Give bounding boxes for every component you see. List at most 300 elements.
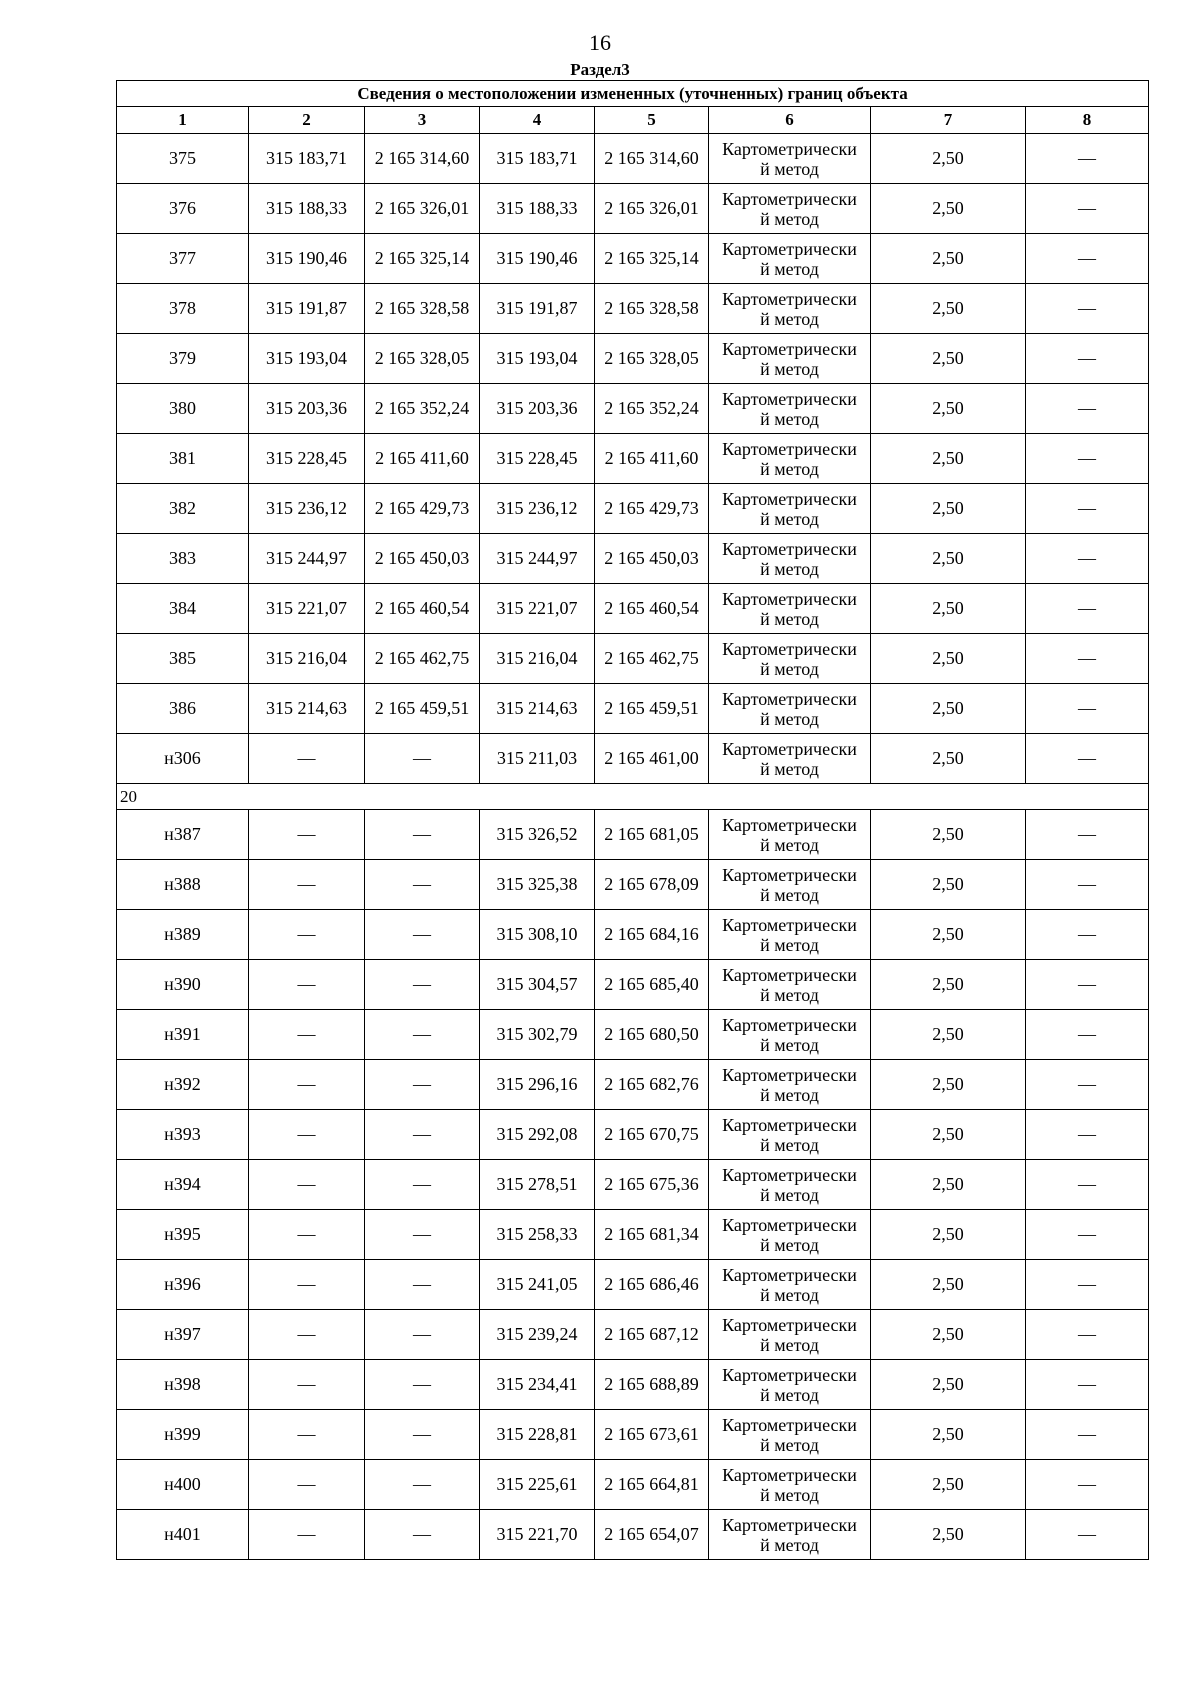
column-header: 7 — [871, 107, 1026, 134]
method-cell — [709, 484, 871, 534]
refined-x-cell: 315 211,03 — [480, 734, 595, 784]
refined-x-cell: 315 292,08 — [480, 1110, 595, 1160]
existing-y-cell: — — [365, 910, 480, 960]
accuracy-cell: 2,50 — [871, 1160, 1026, 1210]
point-number-cell: 376 — [117, 184, 249, 234]
description-cell: — — [1026, 1160, 1149, 1210]
accuracy-cell: 2,50 — [871, 284, 1026, 334]
method-text-line1: Картометрически — [722, 338, 857, 359]
table-row — [117, 584, 1149, 634]
refined-x-cell: 315 228,45 — [480, 434, 595, 484]
refined-y-cell: 2 165 687,12 — [595, 1310, 709, 1360]
description-cell: — — [1026, 1060, 1149, 1110]
accuracy-cell: 2,50 — [871, 1310, 1026, 1360]
existing-x-cell: — — [249, 810, 365, 860]
refined-y-cell: 2 165 680,50 — [595, 1010, 709, 1060]
method-cell — [709, 910, 871, 960]
accuracy-cell: 2,50 — [871, 810, 1026, 860]
description-cell: — — [1026, 1360, 1149, 1410]
point-number-cell: 377 — [117, 234, 249, 284]
refined-y-cell: 2 165 654,07 — [595, 1510, 709, 1560]
existing-x-cell: — — [249, 1210, 365, 1260]
refined-y-cell: 2 165 685,40 — [595, 960, 709, 1010]
description-cell: — — [1026, 284, 1149, 334]
existing-x-cell: 315 203,36 — [249, 384, 365, 434]
accuracy-cell: 2,50 — [871, 434, 1026, 484]
method-cell — [709, 284, 871, 334]
point-number-cell: н399 — [117, 1410, 249, 1460]
existing-y-cell: 2 165 328,05 — [365, 334, 480, 384]
accuracy-cell: 2,50 — [871, 234, 1026, 284]
refined-y-cell: 2 165 678,09 — [595, 860, 709, 910]
point-number-cell: н398 — [117, 1360, 249, 1410]
refined-x-cell: 315 216,04 — [480, 634, 595, 684]
refined-x-cell: 315 203,36 — [480, 384, 595, 434]
existing-y-cell: — — [365, 1210, 480, 1260]
method-cell — [709, 384, 871, 434]
table-row — [117, 234, 1149, 284]
table-row — [117, 684, 1149, 734]
refined-x-cell: 315 239,24 — [480, 1310, 595, 1360]
refined-x-cell: 315 183,71 — [480, 134, 595, 184]
refined-x-cell: 315 325,38 — [480, 860, 595, 910]
refined-x-cell: 315 228,81 — [480, 1410, 595, 1460]
point-number-cell: 383 — [117, 534, 249, 584]
table-row — [117, 134, 1149, 184]
accuracy-cell: 2,50 — [871, 1460, 1026, 1510]
description-cell: — — [1026, 584, 1149, 634]
accuracy-cell: 2,50 — [871, 960, 1026, 1010]
refined-x-cell: 315 214,63 — [480, 684, 595, 734]
existing-y-cell: — — [365, 1510, 480, 1560]
refined-x-cell: 315 225,61 — [480, 1460, 595, 1510]
method-text-line2: й метод — [760, 1384, 819, 1405]
table-caption: Сведения о местоположении измененных (уточненных) границ объекта — [117, 81, 1149, 107]
point-number-cell: н387 — [117, 810, 249, 860]
method-text-line1: Картометрически — [722, 914, 857, 935]
method-text-line2: й метод — [760, 608, 819, 629]
refined-x-cell: 315 193,04 — [480, 334, 595, 384]
table-row — [117, 484, 1149, 534]
refined-x-cell: 315 234,41 — [480, 1360, 595, 1410]
table-row — [117, 534, 1149, 584]
table-row — [117, 1160, 1149, 1210]
method-text-line1: Картометрически — [722, 188, 857, 209]
existing-x-cell: 315 193,04 — [249, 334, 365, 384]
method-text-line2: й метод — [760, 258, 819, 279]
column-header: 1 — [117, 107, 249, 134]
existing-y-cell: — — [365, 1110, 480, 1160]
method-text-line2: й метод — [760, 984, 819, 1005]
description-cell: — — [1026, 1260, 1149, 1310]
existing-x-cell: — — [249, 1260, 365, 1310]
refined-x-cell: 315 308,10 — [480, 910, 595, 960]
point-number-cell: н396 — [117, 1260, 249, 1310]
table-row — [117, 1260, 1149, 1310]
point-number-cell: н394 — [117, 1160, 249, 1210]
method-cell — [709, 1110, 871, 1160]
table-row — [117, 634, 1149, 684]
table-row — [117, 1110, 1149, 1160]
description-cell: — — [1026, 1310, 1149, 1360]
method-cell — [709, 1210, 871, 1260]
point-number-cell: 375 — [117, 134, 249, 184]
point-number-cell: 380 — [117, 384, 249, 434]
existing-x-cell: — — [249, 860, 365, 910]
existing-x-cell: 315 183,71 — [249, 134, 365, 184]
accuracy-cell: 2,50 — [871, 734, 1026, 784]
accuracy-cell: 2,50 — [871, 584, 1026, 634]
description-cell: — — [1026, 534, 1149, 584]
method-text-line1: Картометрически — [722, 738, 857, 759]
existing-y-cell: 2 165 460,54 — [365, 584, 480, 634]
existing-y-cell: — — [365, 1060, 480, 1110]
refined-y-cell: 2 165 673,61 — [595, 1410, 709, 1460]
description-cell: — — [1026, 734, 1149, 784]
existing-x-cell: 315 214,63 — [249, 684, 365, 734]
description-cell: — — [1026, 1210, 1149, 1260]
method-text-line2: й метод — [760, 1234, 819, 1255]
point-number-cell: 385 — [117, 634, 249, 684]
refined-x-cell: 315 221,07 — [480, 584, 595, 634]
table-row — [117, 434, 1149, 484]
method-text-line1: Картометрически — [722, 864, 857, 885]
method-text-line2: й метод — [760, 708, 819, 729]
refined-y-cell: 2 165 314,60 — [595, 134, 709, 184]
accuracy-cell: 2,50 — [871, 1360, 1026, 1410]
method-text-line1: Картометрически — [722, 138, 857, 159]
method-text-line1: Картометрически — [722, 1514, 857, 1535]
table-row — [117, 384, 1149, 434]
method-text-line2: й метод — [760, 758, 819, 779]
table-caption-row — [117, 81, 1149, 107]
refined-y-cell: 2 165 686,46 — [595, 1260, 709, 1310]
group-row — [117, 784, 1149, 810]
accuracy-cell: 2,50 — [871, 1210, 1026, 1260]
accuracy-cell: 2,50 — [871, 1410, 1026, 1460]
method-cell — [709, 1060, 871, 1110]
table-row — [117, 960, 1149, 1010]
method-text-line2: й метод — [760, 1184, 819, 1205]
method-text-line2: й метод — [760, 358, 819, 379]
method-text-line2: й метод — [760, 1484, 819, 1505]
existing-y-cell: 2 165 314,60 — [365, 134, 480, 184]
point-number-cell: н393 — [117, 1110, 249, 1160]
method-text-line1: Картометрически — [722, 388, 857, 409]
method-cell — [709, 134, 871, 184]
method-text-line2: й метод — [760, 1434, 819, 1455]
existing-y-cell: — — [365, 1410, 480, 1460]
existing-x-cell: — — [249, 1360, 365, 1410]
existing-x-cell: — — [249, 1460, 365, 1510]
accuracy-cell: 2,50 — [871, 134, 1026, 184]
point-number-cell: 378 — [117, 284, 249, 334]
existing-y-cell: — — [365, 860, 480, 910]
method-cell — [709, 684, 871, 734]
method-cell — [709, 1260, 871, 1310]
refined-y-cell: 2 165 459,51 — [595, 684, 709, 734]
method-cell — [709, 1310, 871, 1360]
point-number-cell: 386 — [117, 684, 249, 734]
existing-y-cell: — — [365, 1010, 480, 1060]
accuracy-cell: 2,50 — [871, 1110, 1026, 1160]
method-cell — [709, 184, 871, 234]
existing-x-cell: — — [249, 734, 365, 784]
refined-y-cell: 2 165 460,54 — [595, 584, 709, 634]
method-text-line1: Картометрически — [722, 1264, 857, 1285]
method-cell — [709, 584, 871, 634]
method-text-line2: й метод — [760, 558, 819, 579]
point-number-cell: н397 — [117, 1310, 249, 1360]
column-header: 3 — [365, 107, 480, 134]
refined-y-cell: 2 165 684,16 — [595, 910, 709, 960]
table-row — [117, 1210, 1149, 1260]
method-text-line1: Картометрически — [722, 1414, 857, 1435]
method-cell — [709, 1360, 871, 1410]
method-text-line1: Картометрически — [722, 638, 857, 659]
refined-y-cell: 2 165 326,01 — [595, 184, 709, 234]
method-cell — [709, 434, 871, 484]
existing-y-cell: — — [365, 810, 480, 860]
column-header: 8 — [1026, 107, 1149, 134]
accuracy-cell: 2,50 — [871, 184, 1026, 234]
existing-y-cell: — — [365, 960, 480, 1010]
refined-y-cell: 2 165 681,34 — [595, 1210, 709, 1260]
method-text-line1: Картометрически — [722, 688, 857, 709]
table-row — [117, 810, 1149, 860]
refined-y-cell: 2 165 461,00 — [595, 734, 709, 784]
table-row — [117, 1060, 1149, 1110]
method-cell — [709, 860, 871, 910]
method-text-line2: й метод — [760, 158, 819, 179]
existing-y-cell: 2 165 326,01 — [365, 184, 480, 234]
refined-y-cell: 2 165 429,73 — [595, 484, 709, 534]
table-row — [117, 1310, 1149, 1360]
method-cell — [709, 1510, 871, 1560]
existing-x-cell: — — [249, 1510, 365, 1560]
refined-x-cell: 315 221,70 — [480, 1510, 595, 1560]
existing-y-cell: — — [365, 1260, 480, 1310]
point-number-cell: н400 — [117, 1460, 249, 1510]
existing-x-cell: — — [249, 1010, 365, 1060]
existing-x-cell: — — [249, 1160, 365, 1210]
method-text-line1: Картометрически — [722, 288, 857, 309]
description-cell: — — [1026, 684, 1149, 734]
refined-x-cell: 315 258,33 — [480, 1210, 595, 1260]
method-cell — [709, 1160, 871, 1210]
existing-y-cell: 2 165 450,03 — [365, 534, 480, 584]
method-cell — [709, 1460, 871, 1510]
refined-y-cell: 2 165 328,05 — [595, 334, 709, 384]
refined-y-cell: 2 165 325,14 — [595, 234, 709, 284]
method-cell — [709, 960, 871, 1010]
point-number-cell: н395 — [117, 1210, 249, 1260]
description-cell: — — [1026, 134, 1149, 184]
refined-y-cell: 2 165 328,58 — [595, 284, 709, 334]
table-row — [117, 910, 1149, 960]
method-text-line2: й метод — [760, 508, 819, 529]
method-text-line1: Картометрически — [722, 814, 857, 835]
description-cell: — — [1026, 810, 1149, 860]
existing-x-cell: — — [249, 1110, 365, 1160]
method-text-line1: Картометрически — [722, 1314, 857, 1335]
method-text-line2: й метод — [760, 934, 819, 955]
description-cell: — — [1026, 1410, 1149, 1460]
description-cell: — — [1026, 1510, 1149, 1560]
accuracy-cell: 2,50 — [871, 534, 1026, 584]
existing-x-cell: — — [249, 910, 365, 960]
method-text-line2: й метод — [760, 1034, 819, 1055]
description-cell: — — [1026, 334, 1149, 384]
existing-x-cell: 315 216,04 — [249, 634, 365, 684]
refined-x-cell: 315 326,52 — [480, 810, 595, 860]
method-text-line1: Картометрически — [722, 1014, 857, 1035]
refined-y-cell: 2 165 411,60 — [595, 434, 709, 484]
method-text-line2: й метод — [760, 1334, 819, 1355]
table-row — [117, 1410, 1149, 1460]
point-number-cell: н388 — [117, 860, 249, 910]
table-body — [117, 134, 1149, 1560]
refined-x-cell: 315 241,05 — [480, 1260, 595, 1310]
description-cell: — — [1026, 910, 1149, 960]
table-row — [117, 734, 1149, 784]
method-text-line1: Картометрически — [722, 1464, 857, 1485]
accuracy-cell: 2,50 — [871, 334, 1026, 384]
refined-x-cell: 315 236,12 — [480, 484, 595, 534]
existing-x-cell: — — [249, 960, 365, 1010]
table-row — [117, 184, 1149, 234]
existing-y-cell: 2 165 462,75 — [365, 634, 480, 684]
method-cell — [709, 234, 871, 284]
method-cell — [709, 334, 871, 384]
point-number-cell: н391 — [117, 1010, 249, 1060]
description-cell: — — [1026, 960, 1149, 1010]
refined-x-cell: 315 244,97 — [480, 534, 595, 584]
existing-y-cell: 2 165 325,14 — [365, 234, 480, 284]
description-cell: — — [1026, 384, 1149, 434]
existing-x-cell: 315 190,46 — [249, 234, 365, 284]
point-number-cell: н401 — [117, 1510, 249, 1560]
description-cell: — — [1026, 434, 1149, 484]
refined-x-cell: 315 278,51 — [480, 1160, 595, 1210]
method-text-line1: Картометрически — [722, 488, 857, 509]
refined-x-cell: 315 191,87 — [480, 284, 595, 334]
description-cell: — — [1026, 234, 1149, 284]
existing-y-cell: 2 165 352,24 — [365, 384, 480, 434]
refined-x-cell: 315 188,33 — [480, 184, 595, 234]
existing-x-cell: 315 236,12 — [249, 484, 365, 534]
table-row — [117, 860, 1149, 910]
refined-y-cell: 2 165 688,89 — [595, 1360, 709, 1410]
existing-y-cell: 2 165 459,51 — [365, 684, 480, 734]
existing-y-cell: — — [365, 1360, 480, 1410]
page-number: 16 — [589, 30, 611, 55]
method-text-line2: й метод — [760, 884, 819, 905]
existing-x-cell: — — [249, 1410, 365, 1460]
method-text-line2: й метод — [760, 458, 819, 479]
refined-y-cell: 2 165 664,81 — [595, 1460, 709, 1510]
description-cell: — — [1026, 634, 1149, 684]
accuracy-cell: 2,50 — [871, 1010, 1026, 1060]
point-number-cell: 381 — [117, 434, 249, 484]
method-text-line2: й метод — [760, 308, 819, 329]
method-cell — [709, 810, 871, 860]
table-header-row — [117, 107, 1149, 134]
point-number-cell: н389 — [117, 910, 249, 960]
description-cell: — — [1026, 184, 1149, 234]
method-text-line1: Картометрически — [722, 1214, 857, 1235]
method-cell — [709, 634, 871, 684]
accuracy-cell: 2,50 — [871, 910, 1026, 960]
table-row — [117, 1510, 1149, 1560]
column-header: 4 — [480, 107, 595, 134]
accuracy-cell: 2,50 — [871, 384, 1026, 434]
existing-y-cell: 2 165 429,73 — [365, 484, 480, 534]
description-cell: — — [1026, 860, 1149, 910]
table-row — [117, 284, 1149, 334]
existing-x-cell: 315 228,45 — [249, 434, 365, 484]
accuracy-cell: 2,50 — [871, 1510, 1026, 1560]
existing-x-cell: — — [249, 1310, 365, 1360]
refined-x-cell: 315 302,79 — [480, 1010, 595, 1060]
existing-x-cell: 315 221,07 — [249, 584, 365, 634]
table-row — [117, 1010, 1149, 1060]
table-row — [117, 1460, 1149, 1510]
method-cell — [709, 1010, 871, 1060]
point-number-cell: н392 — [117, 1060, 249, 1110]
description-cell: — — [1026, 484, 1149, 534]
accuracy-cell: 2,50 — [871, 684, 1026, 734]
method-text-line2: й метод — [760, 1134, 819, 1155]
refined-y-cell: 2 165 450,03 — [595, 534, 709, 584]
accuracy-cell: 2,50 — [871, 484, 1026, 534]
point-number-cell: 384 — [117, 584, 249, 634]
method-text-line1: Картометрически — [722, 438, 857, 459]
existing-x-cell: 315 188,33 — [249, 184, 365, 234]
point-number-cell: 382 — [117, 484, 249, 534]
method-text-line2: й метод — [760, 208, 819, 229]
refined-y-cell: 2 165 352,24 — [595, 384, 709, 434]
existing-y-cell: 2 165 328,58 — [365, 284, 480, 334]
existing-y-cell: — — [365, 1310, 480, 1360]
method-cell — [709, 1410, 871, 1460]
existing-x-cell: 315 244,97 — [249, 534, 365, 584]
method-text-line2: й метод — [760, 1534, 819, 1555]
table-row — [117, 334, 1149, 384]
existing-x-cell: 315 191,87 — [249, 284, 365, 334]
method-text-line1: Картометрически — [722, 1114, 857, 1135]
refined-y-cell: 2 165 675,36 — [595, 1160, 709, 1210]
method-text-line2: й метод — [760, 834, 819, 855]
method-text-line1: Картометрически — [722, 1364, 857, 1385]
method-text-line2: й метод — [760, 1084, 819, 1105]
refined-y-cell: 2 165 670,75 — [595, 1110, 709, 1160]
accuracy-cell: 2,50 — [871, 1060, 1026, 1110]
table-row — [117, 1360, 1149, 1410]
refined-x-cell: 315 296,16 — [480, 1060, 595, 1110]
accuracy-cell: 2,50 — [871, 634, 1026, 684]
group-label: 20 — [117, 784, 1149, 810]
method-text-line1: Картометрически — [722, 238, 857, 259]
description-cell: — — [1026, 1010, 1149, 1060]
point-number-cell: 379 — [117, 334, 249, 384]
refined-x-cell: 315 304,57 — [480, 960, 595, 1010]
section-title: Раздел3 — [570, 60, 630, 79]
column-header: 6 — [709, 107, 871, 134]
boundary-coordinates-table — [116, 80, 1149, 1560]
method-cell — [709, 534, 871, 584]
existing-y-cell: 2 165 411,60 — [365, 434, 480, 484]
